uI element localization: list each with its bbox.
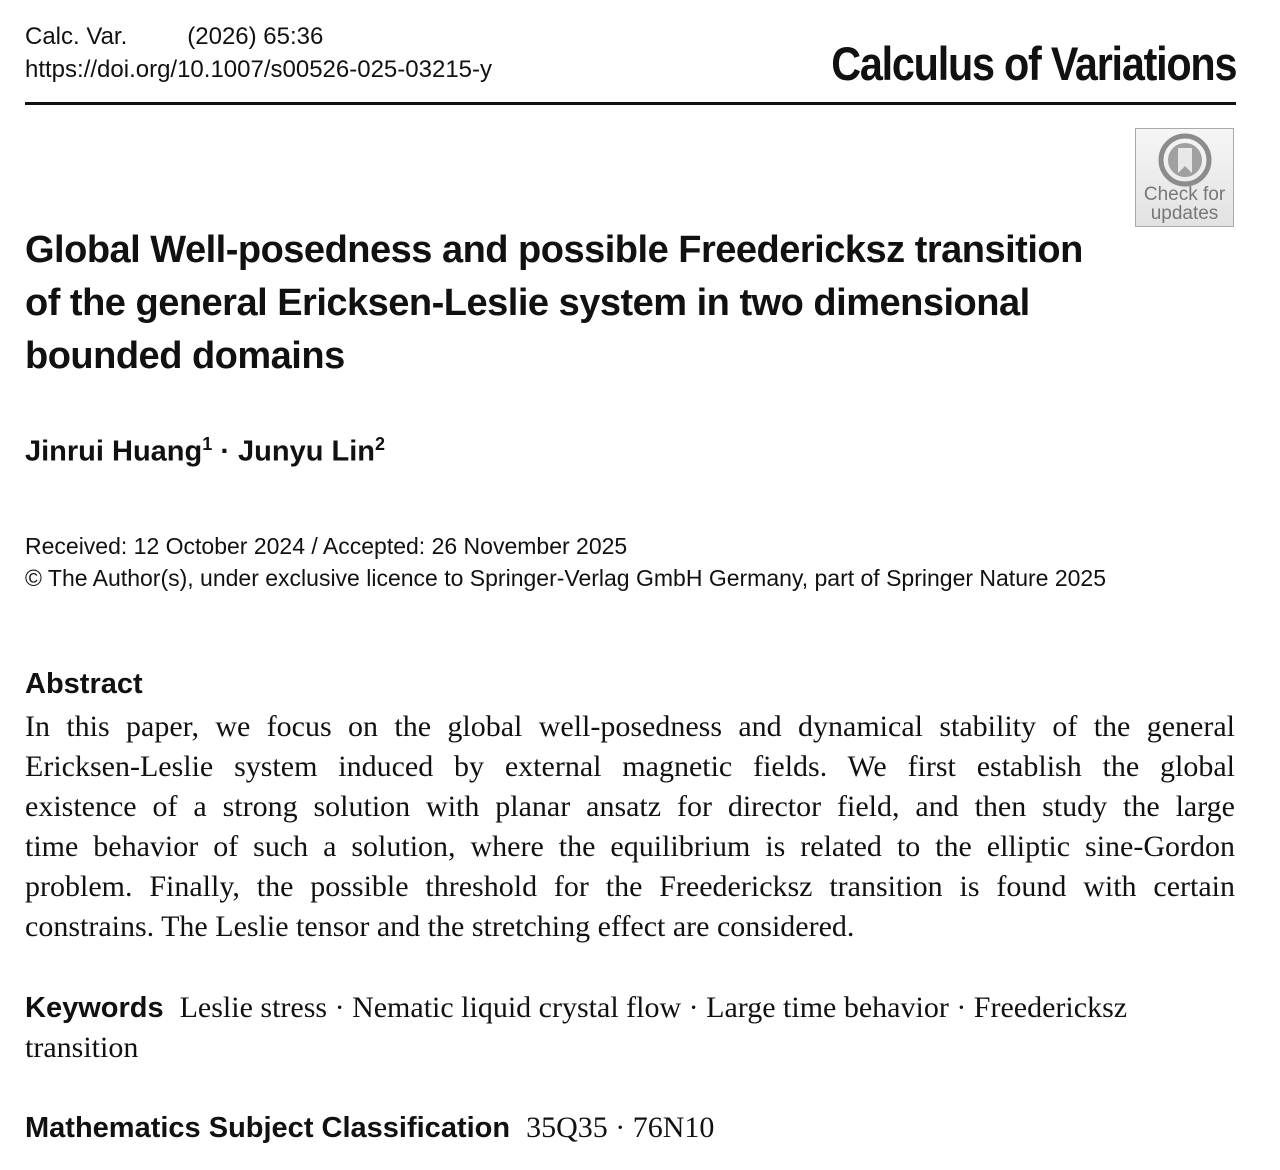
abstract-line: existence of a strong solution with planar ansatz for director field, and then study the large: [25, 790, 1235, 823]
abstract-line: Ericksen-Leslie system induced by external magnetic fields. We first establish the global: [25, 750, 1235, 783]
abstract-heading: Abstract: [25, 668, 143, 700]
keywords-text: Leslie stress · Nematic liquid crystal flow · Large time behavior · Freedericksz transition: [25, 991, 1128, 1064]
badge-line-2: updates: [1150, 203, 1219, 224]
check-for-updates-icon: [1158, 133, 1212, 187]
article-header: [25, 20, 492, 86]
badge-line-1: Check for: [1143, 184, 1226, 205]
header-rule: [25, 102, 1236, 105]
doi-link[interactable]: https://doi.org/10.1007/s00526-025-03215-y: [25, 56, 493, 83]
article-title: [25, 224, 1125, 383]
journal-abbrev: Calc. Var.: [25, 23, 128, 50]
journal-title: Calculus of Variations: [830, 37, 1236, 90]
received-accepted: Received: 12 October 2024 / Accepted: 26 November 2025: [25, 533, 628, 559]
publication-dates: [25, 530, 1106, 594]
author-name[interactable]: Junyu Lin: [238, 435, 375, 468]
author-affiliation: 2: [375, 434, 386, 454]
title-line: Global Well-posedness and possible Freedericksz transition: [25, 229, 1083, 271]
abstract-line: time behavior of such a solution, where the equilibrium is related to the elliptic sine-Gordon: [25, 830, 1235, 863]
author-separator: ·: [220, 435, 230, 468]
author-name[interactable]: Jinrui Huang: [25, 435, 203, 468]
keywords-label: Keywords: [25, 992, 164, 1024]
citation: (2026) 65:36: [187, 23, 324, 50]
author-list: [25, 434, 385, 469]
abstract-line: In this paper, we focus on the global well-posedness and dynamical stability of the general: [25, 710, 1235, 743]
abstract-body: [25, 707, 1235, 947]
check-for-updates-badge[interactable]: [1135, 128, 1234, 227]
msc-section: [25, 1108, 714, 1148]
keywords-section: [25, 988, 1235, 1068]
citation-row: [25, 20, 492, 53]
title-line: of the general Ericksen-Leslie system in two dimensional: [25, 282, 1030, 324]
msc-codes: 35Q35 · 76N10: [526, 1111, 715, 1144]
author-affiliation: 1: [202, 434, 213, 454]
abstract-line: problem. Finally, the possible threshold for the Freedericksz transition is found with certain: [25, 870, 1235, 903]
abstract-line: constrains. The Leslie tensor and the stretching effect are considered.: [25, 910, 855, 943]
copyright-notice: © The Author(s), under exclusive licence to Springer-Verlag GmbH Germany, part of Springer Nature 2025: [25, 565, 1106, 591]
title-line: bounded domains: [25, 335, 345, 377]
msc-label: Mathematics Subject Classification: [25, 1112, 511, 1144]
